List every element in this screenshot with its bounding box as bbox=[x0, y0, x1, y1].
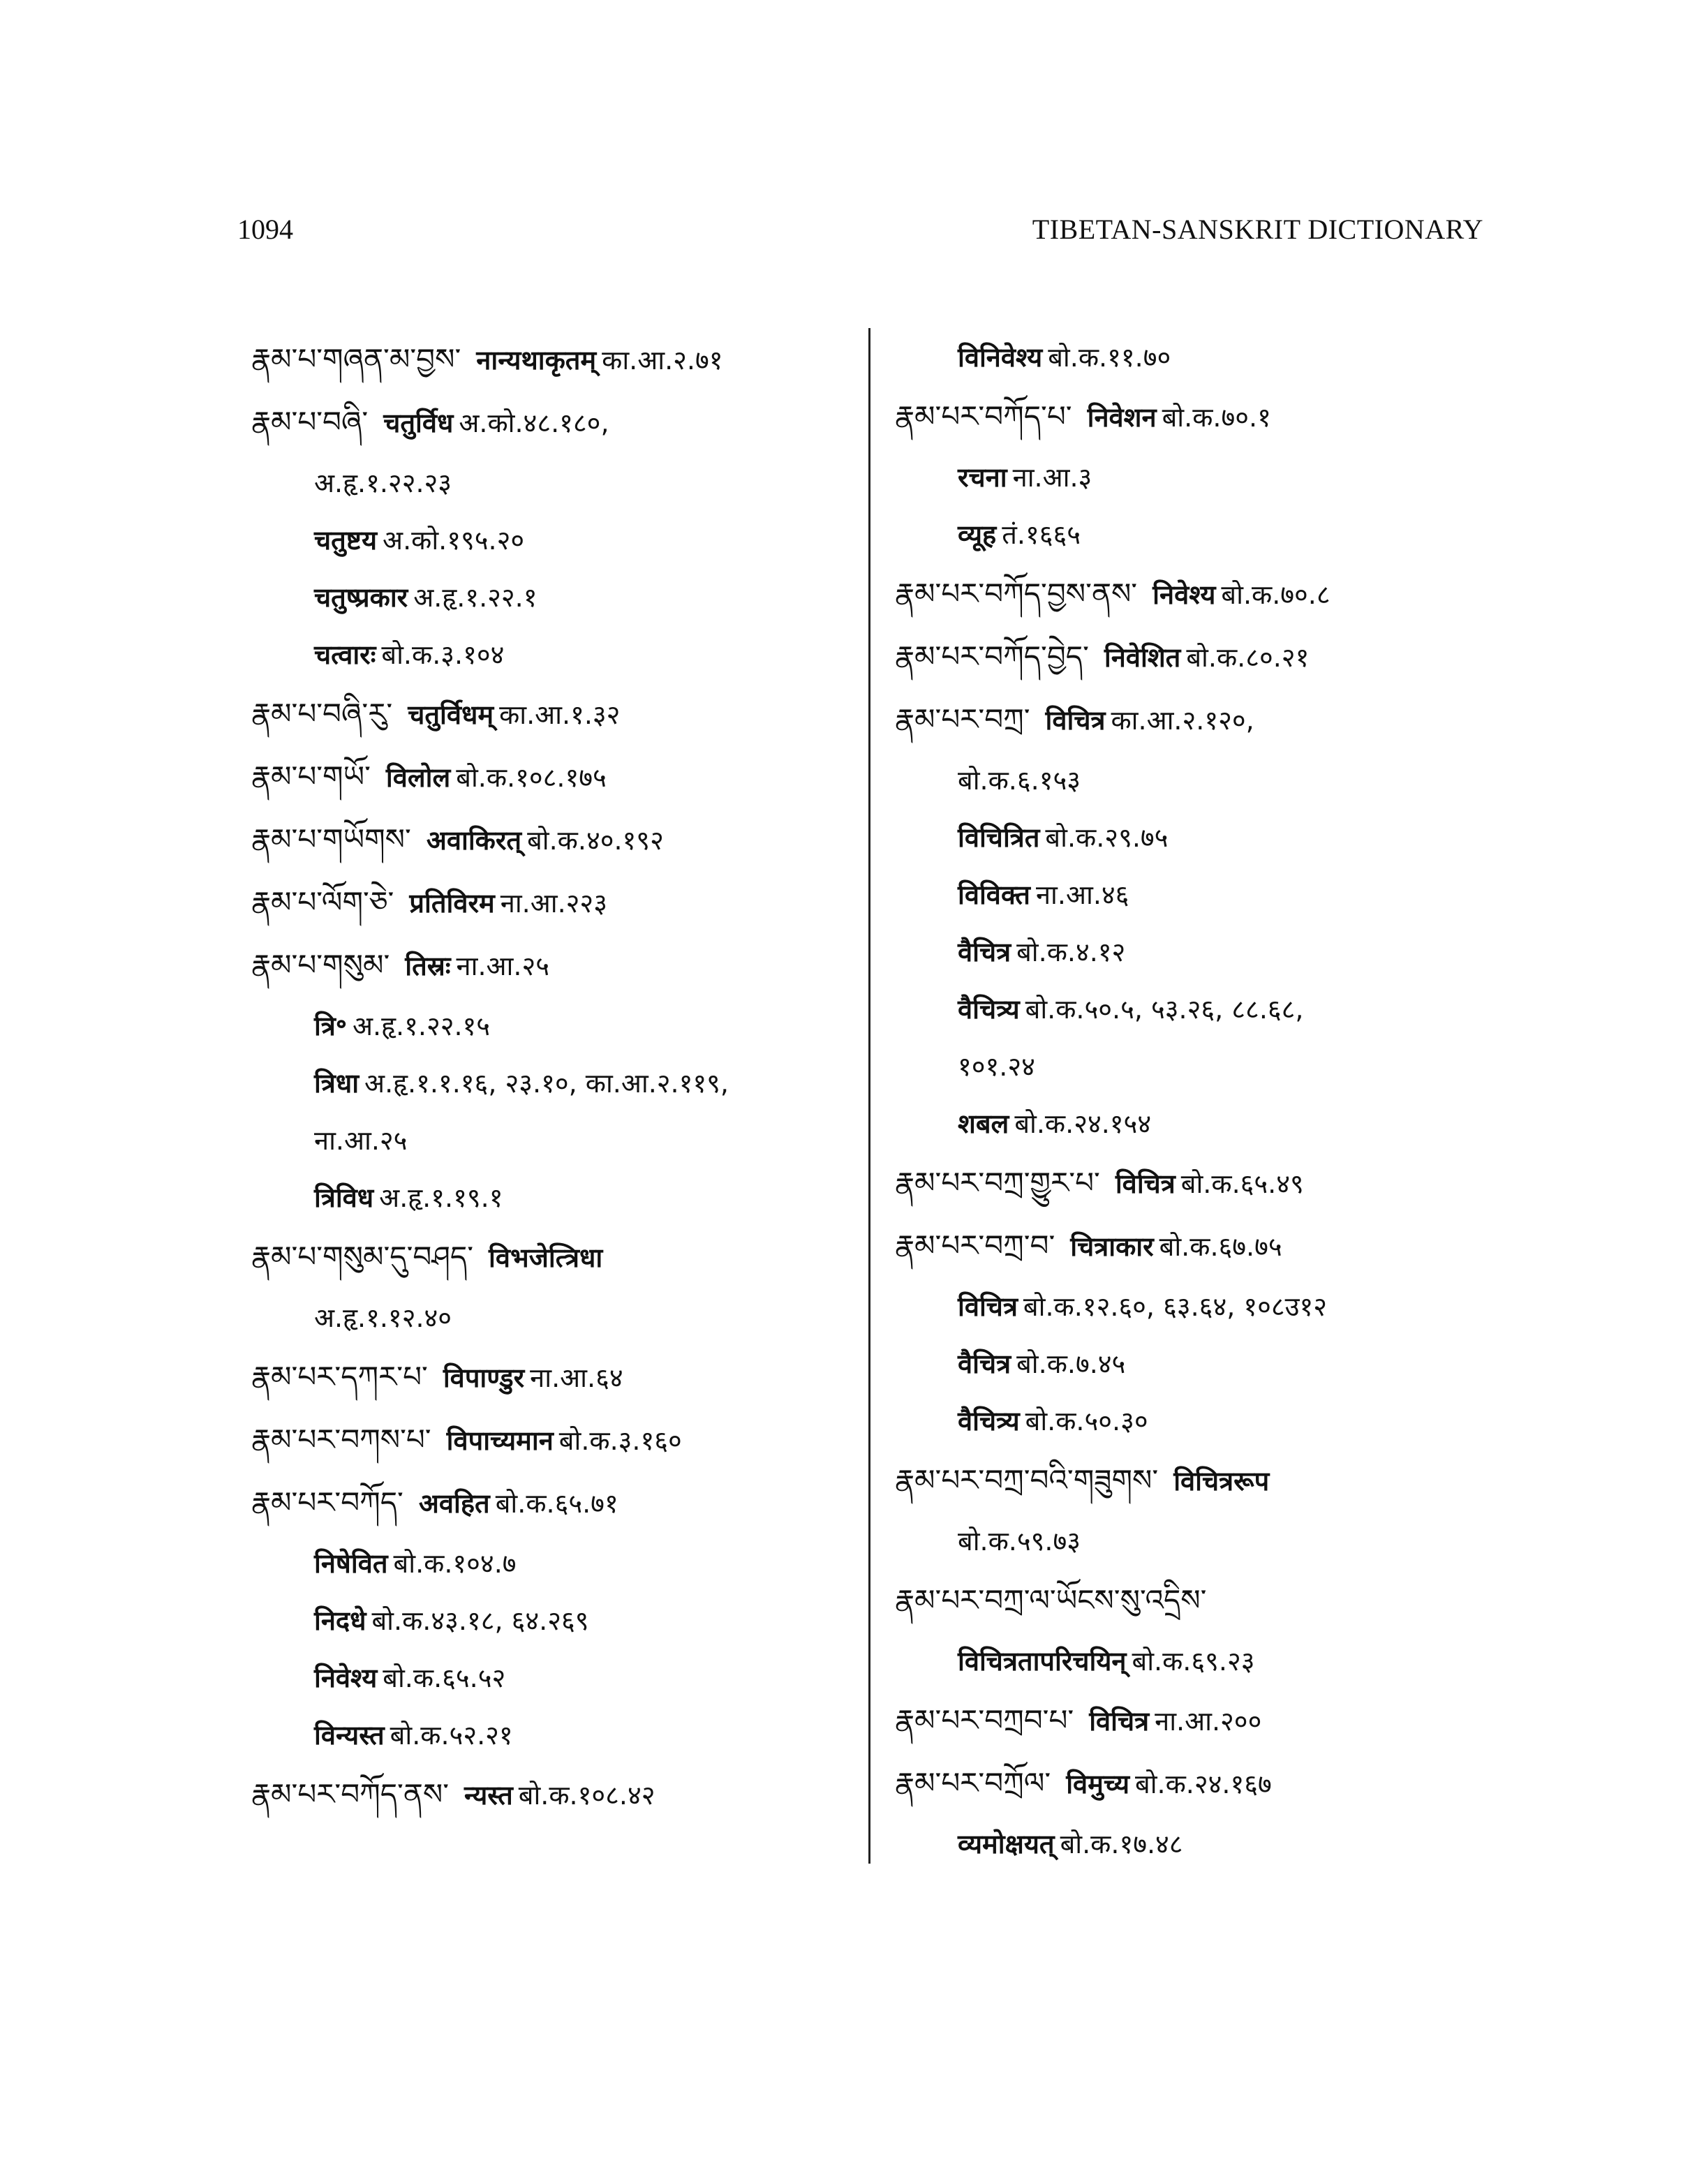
entry-continuation bbox=[895, 505, 1488, 563]
sanskrit-equivalent: विचित्र bbox=[958, 1291, 1018, 1322]
dictionary-entry bbox=[251, 934, 852, 997]
sanskrit-equivalent: नान्यथाकृतम् bbox=[476, 345, 597, 376]
source-reference: बो.क.५०.३० bbox=[1025, 1406, 1148, 1436]
tibetan-headword: རྣམ་པ་གཡོ་ bbox=[251, 759, 371, 794]
entry-continuation bbox=[895, 866, 1488, 923]
sanskrit-equivalent: चतुष्प्रकार bbox=[314, 582, 408, 613]
source-reference: ना.आ.२५ bbox=[314, 1125, 408, 1156]
dictionary-entry bbox=[895, 1689, 1488, 1752]
dictionary-entry bbox=[251, 1346, 852, 1409]
entry-continuation bbox=[895, 1815, 1488, 1872]
source-reference: अ.को.१९५.२० bbox=[383, 525, 525, 556]
entry-continuation bbox=[251, 997, 852, 1054]
sanskrit-equivalent: विपाच्यमान bbox=[446, 1425, 554, 1456]
source-reference: बो.क.६.१५३ bbox=[958, 765, 1081, 796]
tibetan-headword: རྣམ་པ་གསུམ་ bbox=[251, 948, 390, 982]
tibetan-headword: རྣམ་པར་བཀས་པ་ bbox=[251, 1422, 431, 1457]
sanskrit-equivalent: विचित्र bbox=[1115, 1168, 1176, 1199]
tibetan-headword: རྣམ་པ་གཞན་མ་བྱས་ bbox=[251, 342, 461, 376]
sanskrit-equivalent: विपाण्डुर bbox=[443, 1362, 525, 1393]
source-reference: बो.क.१०८.१७५ bbox=[456, 762, 607, 793]
sanskrit-equivalent: चित्राकार bbox=[1070, 1231, 1154, 1262]
left-column bbox=[251, 328, 852, 1826]
source-reference: बो.क.२९.७५ bbox=[1045, 822, 1169, 853]
sanskrit-equivalent: चतुर्विध bbox=[383, 408, 454, 438]
source-reference: ना.आ.२०० bbox=[1155, 1706, 1262, 1737]
tibetan-headword: རྣམ་པར་བཀྲ་ bbox=[895, 702, 1030, 736]
source-reference: बो.क.४.१२ bbox=[1016, 937, 1126, 967]
source-reference: का.आ.१.३२ bbox=[499, 699, 621, 730]
dictionary-entry bbox=[895, 1214, 1488, 1277]
running-title: TIBETAN-SANSKRIT DICTIONARY bbox=[1032, 214, 1483, 245]
sanskrit-equivalent: चतुष्टय bbox=[314, 525, 378, 556]
tibetan-headword: རྣམ་པར་བཀྲ་ལ་ཡོངས་སུ་འདྲིས་ bbox=[895, 1583, 1207, 1617]
entry-continuation bbox=[251, 1649, 852, 1706]
source-reference: का.आ.२.१२०, bbox=[1111, 705, 1254, 736]
source-reference: बो.क.११.७० bbox=[1048, 342, 1171, 373]
source-reference: बो.क.६५.७१ bbox=[495, 1488, 618, 1519]
dictionary-entry bbox=[251, 871, 852, 934]
entry-continuation bbox=[251, 1111, 852, 1168]
tibetan-headword: རྣམ་པར་བཀྲ་བའི་གཟུགས་ bbox=[895, 1463, 1159, 1497]
sanskrit-equivalent: विन्यस्त bbox=[314, 1720, 385, 1751]
entry-continuation bbox=[251, 1591, 852, 1649]
sanskrit-equivalent: अवाकिरत् bbox=[426, 825, 522, 856]
tibetan-headword: རྣམ་པ་གཡོགས་ bbox=[251, 822, 411, 856]
entry-continuation bbox=[895, 751, 1488, 808]
tibetan-headword: རྣམ་པར་བཀྲབ་པ་ bbox=[895, 1703, 1074, 1737]
dictionary-entry bbox=[895, 625, 1488, 688]
source-reference: ना.आ.४६ bbox=[1035, 879, 1129, 910]
entry-continuation bbox=[251, 1534, 852, 1591]
source-reference: बो.क.३.१०४ bbox=[381, 639, 505, 670]
entry-continuation bbox=[251, 568, 852, 625]
sanskrit-equivalent: निदधे bbox=[314, 1605, 366, 1636]
source-reference: बो.क.४३.१८, ६४.२६९ bbox=[371, 1605, 589, 1636]
entry-continuation bbox=[895, 980, 1488, 1037]
source-reference: ना.आ.६४ bbox=[530, 1362, 623, 1393]
sanskrit-equivalent: विलोल bbox=[385, 762, 451, 793]
source-reference: बो.क.६५.४९ bbox=[1180, 1168, 1304, 1199]
tibetan-headword: རྣམ་པར་བཀོད་པ་ bbox=[895, 399, 1072, 433]
entry-continuation bbox=[895, 1392, 1488, 1449]
source-reference: बो.क.५२.२१ bbox=[390, 1720, 513, 1751]
entry-continuation bbox=[895, 328, 1488, 385]
source-reference: बो.क.६५.५२ bbox=[383, 1663, 506, 1693]
tibetan-headword: རྣམ་པ་ལོག་ཅེ་ bbox=[251, 885, 394, 919]
source-reference: बो.क.८०.२१ bbox=[1186, 642, 1310, 673]
sanskrit-equivalent: विनिवेश्य bbox=[958, 342, 1043, 373]
tibetan-headword: རྣམ་པ་བཞི་རུ་ bbox=[251, 697, 393, 731]
dictionary-entry bbox=[251, 683, 852, 745]
dictionary-entry bbox=[251, 328, 852, 391]
entry-continuation bbox=[895, 1094, 1488, 1152]
tibetan-headword: རྣམ་པར་བཀྲ་གྱུར་པ་ bbox=[895, 1166, 1100, 1200]
sanskrit-equivalent: प्रतिविरम bbox=[409, 888, 495, 919]
entry-continuation bbox=[251, 454, 852, 511]
sanskrit-equivalent: त्रिविध bbox=[314, 1182, 374, 1213]
entry-continuation bbox=[895, 1277, 1488, 1335]
page-header bbox=[237, 213, 1483, 255]
entry-continuation bbox=[895, 448, 1488, 505]
dictionary-entry bbox=[895, 1152, 1488, 1214]
source-reference: बो.क.७०.८ bbox=[1221, 579, 1330, 610]
source-reference: बो.क.७.४५ bbox=[1016, 1349, 1126, 1379]
entry-continuation bbox=[251, 625, 852, 683]
source-reference: बो.क.२४.१५४ bbox=[1014, 1108, 1152, 1139]
dictionary-entry bbox=[251, 391, 852, 454]
source-reference: अ.हृ.१.१.१६, २३.१०, का.आ.२.११९, bbox=[364, 1068, 729, 1099]
source-reference: का.आ.२.७१ bbox=[602, 345, 723, 376]
dictionary-entry bbox=[895, 1752, 1488, 1815]
sanskrit-equivalent: वैचित्र bbox=[958, 1349, 1011, 1379]
dictionary-entry bbox=[251, 745, 852, 808]
source-reference: अ.हृ.१.२२.१५ bbox=[353, 1011, 491, 1041]
source-reference: अ.को.४८.१८०, bbox=[459, 408, 609, 438]
sanskrit-equivalent: तिस्रः bbox=[405, 951, 451, 981]
tibetan-headword: རྣམ་པ་བཞི་ bbox=[251, 405, 369, 439]
sanskrit-equivalent: निवेशन bbox=[1087, 402, 1157, 433]
entry-continuation bbox=[895, 808, 1488, 866]
sanskrit-equivalent: चत्वारः bbox=[314, 639, 376, 670]
dictionary-entry bbox=[251, 808, 852, 871]
entry-continuation bbox=[895, 1037, 1488, 1094]
entry-continuation bbox=[895, 1512, 1488, 1569]
dictionary-entry bbox=[895, 563, 1488, 625]
dictionary-entry bbox=[895, 385, 1488, 448]
entry-continuation bbox=[251, 511, 852, 568]
source-reference: बो.क.१२.६०, ६३.६४, १०८उ१२ bbox=[1023, 1291, 1327, 1322]
source-reference: ना.आ.२५ bbox=[456, 951, 549, 981]
sanskrit-equivalent: विचित्र bbox=[1089, 1706, 1150, 1737]
source-reference: अ.हृ.१.१९.१ bbox=[379, 1182, 503, 1213]
source-reference: अ.हृ.१.१२.४० bbox=[314, 1302, 452, 1333]
tibetan-headword: རྣམ་པ་གསུམ་དུ་བཤད་ bbox=[251, 1240, 474, 1274]
dictionary-entry bbox=[895, 1569, 1488, 1632]
sanskrit-equivalent: व्यूह bbox=[958, 519, 997, 550]
source-reference: बो.क.३.१६० bbox=[558, 1425, 682, 1456]
source-reference: बो.क.२४.१६७ bbox=[1135, 1769, 1272, 1799]
source-reference: बो.क.४०.१९२ bbox=[527, 825, 664, 856]
sanskrit-equivalent: वैचित्र bbox=[958, 937, 1011, 967]
entry-continuation bbox=[251, 1168, 852, 1226]
source-reference: बो.क.६९.२३ bbox=[1132, 1646, 1255, 1677]
source-reference: बो.क.७०.१ bbox=[1162, 402, 1271, 433]
entry-continuation bbox=[251, 1054, 852, 1111]
entry-continuation bbox=[895, 1632, 1488, 1689]
entry-continuation bbox=[895, 923, 1488, 980]
dictionary-entry bbox=[895, 688, 1488, 751]
dictionary-entry bbox=[251, 1409, 852, 1471]
sanskrit-equivalent: वैचित्र्य bbox=[958, 1406, 1020, 1436]
sanskrit-equivalent: विचित्रतापरिचयिन् bbox=[958, 1646, 1127, 1677]
tibetan-headword: རྣམ་པར་བཀོད་ནས་ bbox=[251, 1777, 450, 1811]
source-reference: बो.क.१०४.७ bbox=[393, 1548, 517, 1579]
sanskrit-equivalent: विमुच्य bbox=[1066, 1769, 1129, 1799]
tibetan-headword: རྣམ་པར་བཀོད་བྱེད་ bbox=[895, 639, 1089, 674]
sanskrit-equivalent: निवेश्य bbox=[314, 1663, 378, 1693]
sanskrit-equivalent: निषेवित bbox=[314, 1548, 388, 1579]
dictionary-entry bbox=[251, 1763, 852, 1826]
sanskrit-equivalent: विचित्ररूप bbox=[1173, 1466, 1270, 1496]
source-reference: बो.क.१०८.४२ bbox=[518, 1780, 655, 1811]
source-reference: १०१.२४ bbox=[958, 1051, 1035, 1082]
sanskrit-equivalent: त्रिधा bbox=[314, 1068, 360, 1099]
sanskrit-equivalent: विभजेत्त्रिधा bbox=[489, 1242, 603, 1273]
sanskrit-equivalent: निवेशित bbox=[1104, 642, 1181, 673]
source-reference: बो.क.६७.७५ bbox=[1159, 1231, 1282, 1262]
column-divider bbox=[868, 328, 870, 1864]
sanskrit-equivalent: वैचित्र्य bbox=[958, 994, 1020, 1025]
source-reference: बो.क.५०.५, ५३.२६, ८८.६८, bbox=[1025, 994, 1304, 1025]
source-reference: तं.१६६५ bbox=[1002, 519, 1081, 550]
sanskrit-equivalent: अवहित bbox=[418, 1488, 490, 1519]
dictionary-entry bbox=[895, 1449, 1488, 1512]
sanskrit-equivalent: निवेश्य bbox=[1152, 579, 1216, 610]
source-reference: अ.हृ.१.२२.२३ bbox=[314, 468, 452, 498]
sanskrit-equivalent: विविक्त bbox=[958, 879, 1030, 910]
source-reference: ना.आ.३ bbox=[1012, 462, 1092, 493]
sanskrit-equivalent: रचना bbox=[958, 462, 1007, 493]
sanskrit-equivalent: व्यमोक्षयत् bbox=[958, 1829, 1055, 1859]
sanskrit-equivalent: न्यस्त bbox=[464, 1780, 513, 1811]
dictionary-entry bbox=[251, 1226, 852, 1288]
dictionary-entry bbox=[251, 1471, 852, 1534]
sanskrit-equivalent: विचित्र bbox=[1045, 705, 1106, 736]
tibetan-headword: རྣམ་པར་དཀར་པ་ bbox=[251, 1360, 428, 1394]
sanskrit-equivalent: त्रि॰ bbox=[314, 1011, 348, 1041]
tibetan-headword: རྣམ་པར་བཀྲོལ་ bbox=[895, 1766, 1051, 1800]
tibetan-headword: རྣམ་པར་བཀྲ་བ་ bbox=[895, 1228, 1055, 1263]
source-reference: अ.हृ.१.२२.१ bbox=[413, 582, 538, 613]
entry-continuation bbox=[251, 1288, 852, 1346]
entry-continuation bbox=[251, 1706, 852, 1763]
tibetan-headword: རྣམ་པར་བཀོད་བྱས་ནས་ bbox=[895, 577, 1138, 611]
tibetan-headword: རྣམ་པར་བཀོད་ bbox=[251, 1485, 403, 1520]
source-reference: बो.क.५९.७३ bbox=[958, 1526, 1081, 1557]
right-column bbox=[895, 328, 1488, 1872]
source-reference: बो.क.१७.४८ bbox=[1060, 1829, 1183, 1859]
sanskrit-equivalent: चतुर्विधम् bbox=[408, 699, 494, 730]
page-number: 1094 bbox=[237, 214, 293, 245]
sanskrit-equivalent: शबल bbox=[958, 1108, 1009, 1139]
source-reference: ना.आ.२२३ bbox=[500, 888, 607, 919]
entry-continuation bbox=[895, 1335, 1488, 1392]
sanskrit-equivalent: विचित्रित bbox=[958, 822, 1040, 853]
